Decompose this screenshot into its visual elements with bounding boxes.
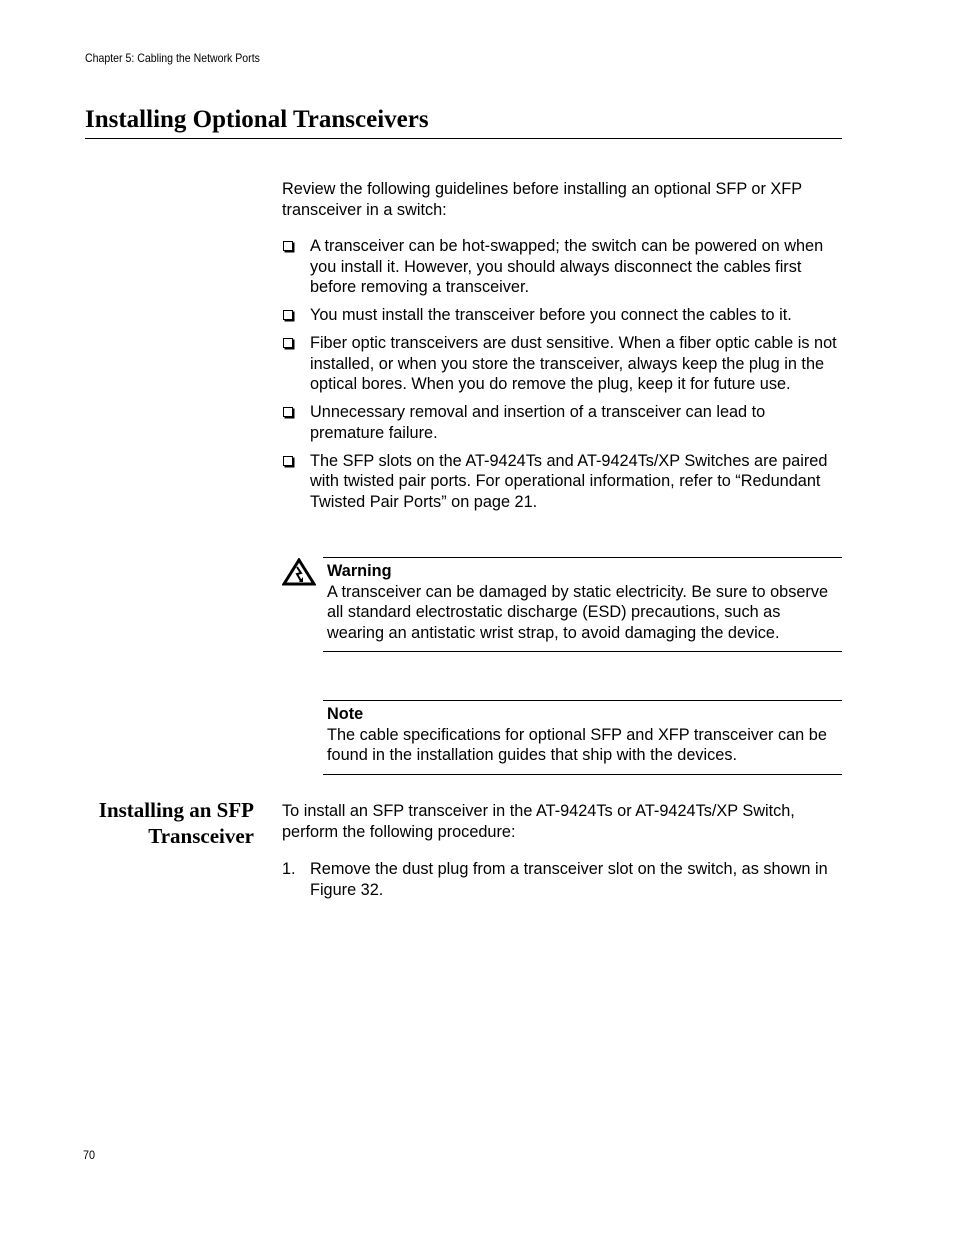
running-header: Chapter 5: Cabling the Network Ports xyxy=(85,51,260,65)
checkbox-bullet-icon xyxy=(283,310,293,320)
list-item xyxy=(282,451,842,513)
list-item-text: Fiber optic transceivers are dust sensitive. When a fiber optic cable is not installed, or when you store the transceiver, always keep the plug in the optical bores. When you do remove the plug, keep it for future use. xyxy=(310,334,837,393)
checkbox-bullet-icon xyxy=(283,338,293,348)
note-callout xyxy=(323,700,842,775)
section-intro: Review the following guidelines before installing an optional SFP or XFP transceiver in a switch: xyxy=(282,180,802,219)
note-label: Note xyxy=(327,705,364,723)
list-item xyxy=(282,402,842,443)
list-item-text: The SFP slots on the AT-9424Ts and AT-9424Ts/XP Switches are paired with twisted pair ports. For operational information, refer to “Redundant Twisted Pair Ports” on page 21. xyxy=(310,451,828,511)
warning-label: Warning xyxy=(327,562,392,580)
list-item xyxy=(282,333,842,395)
step-text: Remove the dust plug from a transceiver slot on the switch, as shown in Figure 32. xyxy=(310,860,828,899)
page-number: 70 xyxy=(83,1148,96,1162)
list-item xyxy=(282,236,842,298)
checkbox-bullet-icon xyxy=(283,407,293,417)
warning-text: A transceiver can be damaged by static electricity. Be sure to observe all standard electrostatic discharge (ESD) precautions, such as wearing an antistatic wrist strap, to avoid damaging the device. xyxy=(327,582,829,642)
subsection-title-line1: Installing an SFP xyxy=(98,798,254,822)
warning-callout xyxy=(323,557,842,652)
subsection-title xyxy=(60,797,254,849)
list-item xyxy=(282,859,842,900)
subsection-title-line2: Transceiver xyxy=(148,824,254,848)
procedure-steps xyxy=(282,859,842,900)
section-title: Installing Optional Transceivers xyxy=(85,106,842,139)
note-text: The cable specifications for optional SFP and XFP transceiver can be found in the installation guides that ship with the devices. xyxy=(327,725,827,764)
list-item-text: Unnecessary removal and insertion of a transceiver can lead to premature failure. xyxy=(310,403,766,442)
procedure-intro: To install an SFP transceiver in the AT-9424Ts or AT-9424Ts/XP Switch, perform the following procedure: xyxy=(282,802,795,841)
list-item-text: You must install the transceiver before you connect the cables to it. xyxy=(310,306,792,324)
list-item xyxy=(282,305,842,326)
electrical-hazard-warning-icon xyxy=(282,558,316,586)
list-item-text: A transceiver can be hot-swapped; the switch can be powered on when you install it. However, you should always disconnect the cables first before removing a transceiver. xyxy=(310,237,824,296)
guidelines-list xyxy=(282,236,842,520)
checkbox-bullet-icon xyxy=(283,241,293,251)
step-number: 1. xyxy=(282,860,296,878)
checkbox-bullet-icon xyxy=(283,456,293,466)
